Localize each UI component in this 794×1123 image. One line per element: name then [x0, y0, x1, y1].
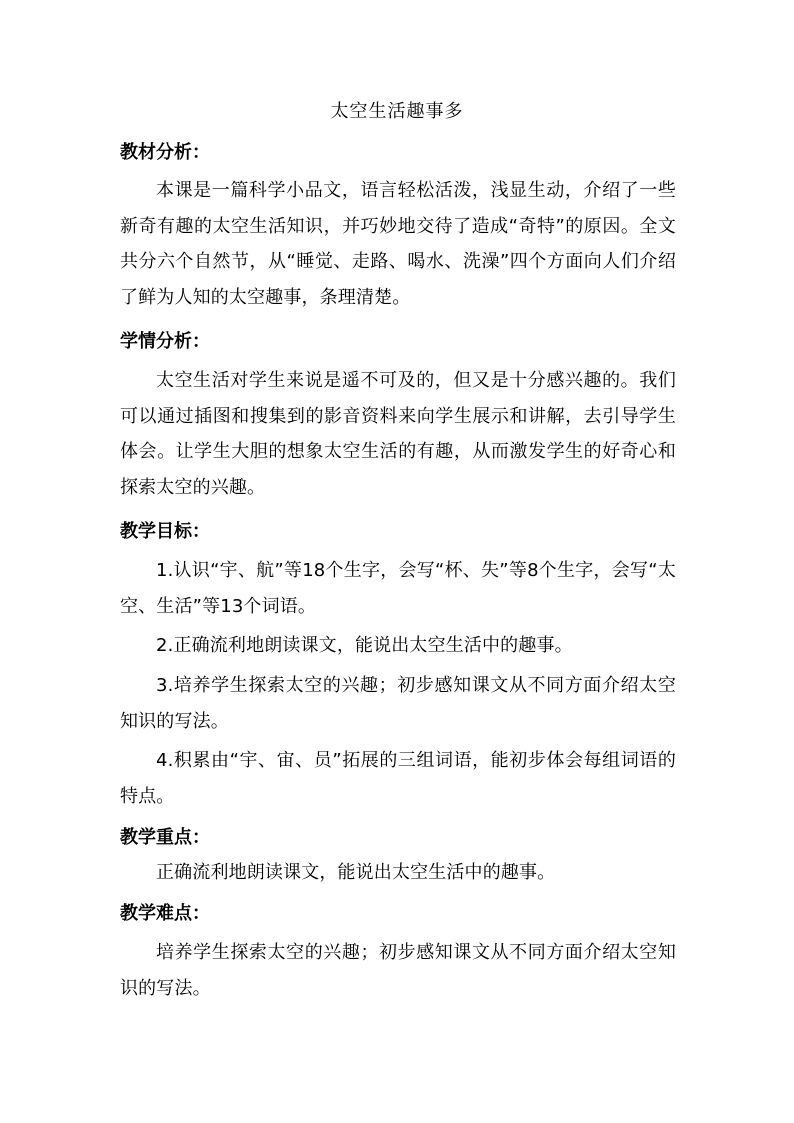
goal-item-2: 2.正确流利地朗读课文，能说出太空生活中的趣事。: [156, 635, 573, 656]
section-heading-textbook-analysis: 教材分析：: [120, 142, 210, 163]
section-heading-teaching-goals: 教学目标：: [120, 521, 210, 542]
goal-item-1: 1.认识“宇、航”等18个生字，会写“杯、失”等8个生字，会写“太空、生活”等13个词语。: [120, 560, 676, 617]
paragraph-student-analysis: 太空生活对学生来说是遥不可及的，但又是十分感兴趣的。我们可以通过插图和搜集到的影音资料来向学生展示和讲解，去引导学生体会。让学生大胆的想象太空生活的有趣，从而激发学生的好奇心和探索太空的兴趣。: [120, 370, 676, 498]
paragraph-textbook-analysis: 本课是一篇科学小品文，语言轻松活泼，浅显生动，介绍了一些新奇有趣的太空生活知识，并巧妙地交待了造成“奇特”的原因。全文共分六个自然节，从“睡觉、走路、喝水、洗澡”四个方面向人们介绍了鲜为人知的太空趣事，条理清楚。: [120, 180, 676, 308]
page-title: 太空生活趣事多: [330, 101, 464, 122]
section-heading-student-analysis: 学情分析：: [120, 331, 210, 352]
paragraph-difficult-points: 培养学生探索太空的兴趣；初步感知课文从不同方面介绍太空知识的写法。: [120, 942, 676, 999]
section-heading-key-points: 教学重点：: [120, 827, 210, 848]
goal-item-4: 4.积累由“宇、宙、员”拓展的三组词语，能初步体会每组词语的特点。: [120, 750, 676, 807]
section-heading-difficult-points: 教学难点：: [120, 903, 210, 924]
paragraph-key-points: 正确流利地朗读课文，能说出太空生活中的趣事。: [156, 862, 556, 883]
goal-item-3: 3.培养学生探索太空的兴趣；初步感知课文从不同方面介绍太空知识的写法。: [120, 675, 676, 732]
